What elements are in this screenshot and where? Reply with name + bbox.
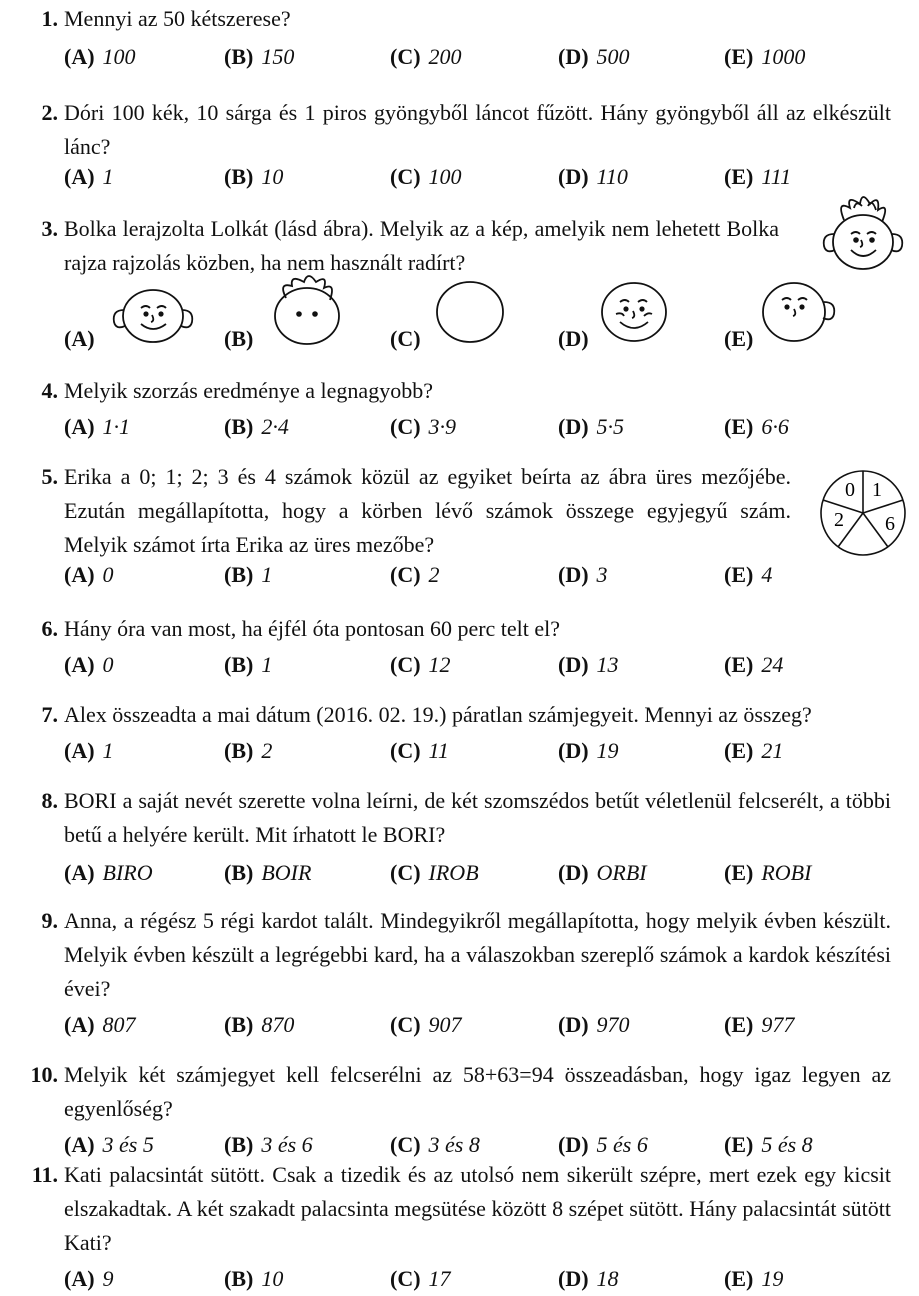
option-a[interactable]	[64, 160, 114, 194]
option-e[interactable]	[724, 410, 789, 444]
option-a[interactable]	[64, 1128, 154, 1162]
option-c[interactable]	[390, 856, 479, 890]
option-label: (B)	[224, 652, 254, 677]
wheel-value: 0	[845, 479, 855, 501]
option-a[interactable]	[64, 1008, 136, 1042]
option-label: (D)	[558, 1132, 589, 1157]
option-label: (D)	[558, 562, 589, 587]
option-label: (D)	[558, 1012, 589, 1037]
question-number: 8.	[41, 788, 58, 813]
question-text: Melyik két számjegyet kell felcserélni az 58+63=94 összeadásban, hogy igaz legyen az egyenlőség?	[64, 1062, 891, 1121]
option-value: 3 és 5	[102, 1132, 154, 1157]
option-c[interactable]	[390, 1262, 451, 1296]
option-label: (C)	[390, 1132, 421, 1157]
option-a[interactable]	[64, 648, 114, 682]
option-label: (D)	[558, 44, 589, 69]
option-a[interactable]	[64, 856, 153, 890]
option-b[interactable]	[224, 734, 272, 768]
option-label: (B)	[224, 414, 254, 439]
option-value: 1	[261, 652, 273, 677]
option-d[interactable]	[558, 40, 630, 74]
option-value: ROBI	[761, 860, 812, 885]
option-b[interactable]	[224, 322, 253, 356]
option-value: 3 és 8	[428, 1132, 480, 1157]
option-e[interactable]	[724, 160, 791, 194]
question-text: Dóri 100 kék, 10 sárga és 1 piros gyöngyből láncot fűzött. Hány gyöngyből áll az elkészült lánc?	[64, 100, 891, 159]
option-label: (E)	[724, 414, 754, 439]
question-number: 5.	[41, 464, 58, 489]
option-label: (B)	[224, 1012, 254, 1037]
face-option-b-icon	[262, 270, 352, 350]
option-value: 12	[428, 652, 451, 677]
option-label: (B)	[224, 1266, 254, 1291]
option-label: (E)	[724, 562, 754, 587]
option-label: (D)	[558, 164, 589, 189]
option-label: (A)	[64, 1132, 95, 1157]
option-value: 100	[428, 164, 462, 189]
option-label: (C)	[390, 44, 421, 69]
option-b[interactable]	[224, 410, 289, 444]
option-label: (B)	[224, 860, 254, 885]
question-text: Anna, a régész 5 régi kardot talált. Mindegyikről megállapította, hogy melyik évben készült. Melyik évben készült a legrégebbi kard, ha a válaszokban szereplő számok a kardok készítési évei?	[64, 908, 891, 1001]
option-c[interactable]	[390, 734, 449, 768]
option-value: 17	[428, 1266, 451, 1291]
question-text: Bolka lerajzolta Lolkát (lásd ábra). Melyik az a kép, amelyik nem lehetett Bolka rajza rajzolás közben, ha nem használt radírt?	[64, 216, 779, 275]
option-label: (B)	[224, 44, 254, 69]
option-d[interactable]	[558, 648, 619, 682]
question-number: 6.	[41, 616, 58, 641]
question-number: 11.	[31, 1162, 58, 1187]
option-b[interactable]	[224, 558, 272, 592]
question-number: 10.	[30, 1062, 58, 1087]
option-label: (B)	[224, 562, 254, 587]
option-a[interactable]	[64, 410, 130, 444]
option-value: 1	[261, 562, 273, 587]
option-value: 3·9	[428, 414, 457, 439]
option-label: (B)	[224, 738, 254, 763]
option-label: (D)	[558, 860, 589, 885]
option-label: (A)	[64, 326, 95, 351]
option-value: 1000	[761, 44, 806, 69]
question-number: 9.	[41, 908, 58, 933]
question-text: Hány óra van most, ha éjfél óta pontosan 60 perc telt el?	[64, 616, 561, 641]
option-label: (B)	[224, 1132, 254, 1157]
option-value: 6·6	[761, 414, 789, 439]
option-label: (D)	[558, 652, 589, 677]
option-b[interactable]	[224, 648, 272, 682]
option-value: 111	[761, 164, 792, 189]
option-d[interactable]	[558, 410, 624, 444]
option-value: 5 és 8	[761, 1132, 813, 1157]
option-label: (C)	[390, 326, 421, 351]
option-label: (C)	[390, 652, 421, 677]
option-value: 5 és 6	[596, 1132, 648, 1157]
option-value: 870	[261, 1012, 295, 1037]
option-e[interactable]	[724, 856, 811, 890]
option-value: 110	[596, 164, 628, 189]
option-value: 0	[102, 652, 114, 677]
option-d[interactable]	[558, 734, 619, 768]
option-c[interactable]	[390, 1008, 462, 1042]
option-label: (A)	[64, 652, 95, 677]
option-value: 3	[596, 562, 608, 587]
option-value: 18	[596, 1266, 619, 1291]
option-e[interactable]	[724, 40, 805, 74]
option-label: (A)	[64, 164, 95, 189]
wheel-value: 1	[872, 479, 882, 501]
wheel-value: 6	[885, 513, 895, 535]
option-c[interactable]	[390, 410, 456, 444]
option-d[interactable]	[558, 160, 628, 194]
option-value: 200	[428, 44, 462, 69]
option-value: 807	[102, 1012, 136, 1037]
option-label: (A)	[64, 738, 95, 763]
option-label: (E)	[724, 1132, 754, 1157]
question-number: 4.	[41, 378, 58, 403]
question-text: Erika a 0; 1; 2; 3 és 4 számok közül az egyiket beírta az ábra üres mezőjébe. Ezután megállapította, hogy a körben lévő számok összege egyjegyű szám. Melyik számot írta Erika az üres mezőbe?	[64, 464, 791, 557]
question-number: 1.	[41, 6, 58, 31]
option-label: (D)	[558, 414, 589, 439]
option-e[interactable]	[724, 1128, 813, 1162]
option-value: 970	[596, 1012, 630, 1037]
option-label: (E)	[724, 860, 754, 885]
option-value: 4	[761, 562, 773, 587]
option-value: 907	[428, 1012, 462, 1037]
option-value: ORBI	[596, 860, 647, 885]
option-e[interactable]	[724, 734, 783, 768]
option-value: 1·1	[102, 414, 131, 439]
option-e[interactable]	[724, 558, 772, 592]
option-a[interactable]	[64, 734, 114, 768]
option-label: (B)	[224, 164, 254, 189]
option-label: (A)	[64, 414, 95, 439]
option-value: 11	[428, 738, 449, 763]
option-label: (E)	[724, 652, 754, 677]
option-d[interactable]	[558, 1008, 630, 1042]
option-value: 1	[102, 164, 114, 189]
option-value: 3 és 6	[261, 1132, 313, 1157]
option-label: (C)	[390, 414, 421, 439]
option-value: 19	[596, 738, 619, 763]
face-option-e-icon	[752, 272, 838, 348]
option-label: (E)	[724, 164, 754, 189]
option-value: 2	[428, 562, 440, 587]
option-value: 0	[102, 562, 114, 587]
option-c[interactable]	[390, 40, 462, 74]
option-b[interactable]	[224, 1128, 313, 1162]
option-value: 24	[761, 652, 784, 677]
option-d[interactable]	[558, 1128, 648, 1162]
option-e[interactable]	[724, 322, 753, 356]
option-b[interactable]	[224, 40, 294, 74]
option-label: (D)	[558, 1266, 589, 1291]
option-b[interactable]	[224, 1008, 294, 1042]
question-text: BORI a saját nevét szerette volna leírni, de két szomszédos betűt véletlenül felcserélt, a többi betű a helyére került. Mit írhatott le BORI?	[64, 788, 891, 847]
question-text: Kati palacsintát sütött. Csak a tizedik és az utolsó nem sikerült szépre, mert ezek egy kicsit elszakadtak. A két szakadt palacsinta megsütése között 8 szépet sütött. Hány palacsintát sütött Kati?	[64, 1162, 891, 1255]
option-label: (C)	[390, 738, 421, 763]
option-value: 21	[761, 738, 784, 763]
option-label: (E)	[724, 326, 754, 351]
option-value: BOIR	[261, 860, 312, 885]
option-d[interactable]	[558, 322, 589, 356]
option-b[interactable]	[224, 160, 283, 194]
option-value: 1	[102, 738, 114, 763]
question-number: 2.	[41, 100, 58, 125]
option-label: (E)	[724, 1012, 754, 1037]
option-value: BIRO	[102, 860, 153, 885]
option-c[interactable]	[390, 1128, 480, 1162]
option-label: (A)	[64, 562, 95, 587]
face-option-c-icon	[430, 274, 510, 348]
question-number: 3.	[41, 216, 58, 241]
option-label: (A)	[64, 860, 95, 885]
option-label: (D)	[558, 326, 589, 351]
lolka-face-figure	[816, 190, 906, 276]
option-value: 2	[261, 738, 273, 763]
option-value: 150	[261, 44, 295, 69]
option-value: 19	[761, 1266, 784, 1291]
option-c[interactable]	[390, 160, 462, 194]
option-label: (A)	[64, 1012, 95, 1037]
question-text: Alex összeadta a mai dátum (2016. 02. 19.) páratlan számjegyeit. Mennyi az összeg?	[64, 702, 812, 727]
question-number: 7.	[41, 702, 58, 727]
option-label: (E)	[724, 44, 754, 69]
option-b[interactable]	[224, 856, 311, 890]
question-text: Mennyi az 50 kétszerese?	[64, 6, 291, 31]
option-label: (C)	[390, 164, 421, 189]
option-d[interactable]	[558, 558, 608, 592]
option-c[interactable]	[390, 558, 440, 592]
option-e[interactable]	[724, 1008, 794, 1042]
option-value: 10	[261, 1266, 284, 1291]
option-label: (B)	[224, 326, 254, 351]
wheel-value: 2	[834, 509, 844, 531]
option-a[interactable]	[64, 1262, 114, 1296]
option-d[interactable]	[558, 1262, 619, 1296]
option-e[interactable]	[724, 1262, 783, 1296]
option-label: (D)	[558, 738, 589, 763]
option-e[interactable]	[724, 648, 783, 682]
option-value: 5·5	[596, 414, 625, 439]
option-c[interactable]	[390, 322, 421, 356]
option-label: (E)	[724, 738, 754, 763]
option-value: 10	[261, 164, 284, 189]
option-value: IROB	[428, 860, 479, 885]
face-option-d-icon	[592, 272, 676, 348]
face-option-a-icon	[108, 278, 198, 350]
question-text: Melyik szorzás eredménye a legnagyobb?	[64, 378, 433, 403]
option-b[interactable]	[224, 1262, 283, 1296]
option-value: 9	[102, 1266, 114, 1291]
option-label: (C)	[390, 562, 421, 587]
option-a[interactable]	[64, 558, 114, 592]
option-label: (A)	[64, 44, 95, 69]
option-c[interactable]	[390, 648, 451, 682]
option-d[interactable]	[558, 856, 647, 890]
option-value: 500	[596, 44, 630, 69]
option-value: 13	[596, 652, 619, 677]
option-value: 2·4	[261, 414, 289, 439]
number-wheel-figure	[818, 468, 908, 558]
option-label: (E)	[724, 1266, 754, 1291]
option-value: 100	[102, 44, 136, 69]
option-value: 977	[761, 1012, 795, 1037]
option-a[interactable]	[64, 322, 95, 356]
option-a[interactable]	[64, 40, 136, 74]
option-label: (A)	[64, 1266, 95, 1291]
option-label: (C)	[390, 1266, 421, 1291]
option-label: (C)	[390, 860, 421, 885]
option-label: (C)	[390, 1012, 421, 1037]
